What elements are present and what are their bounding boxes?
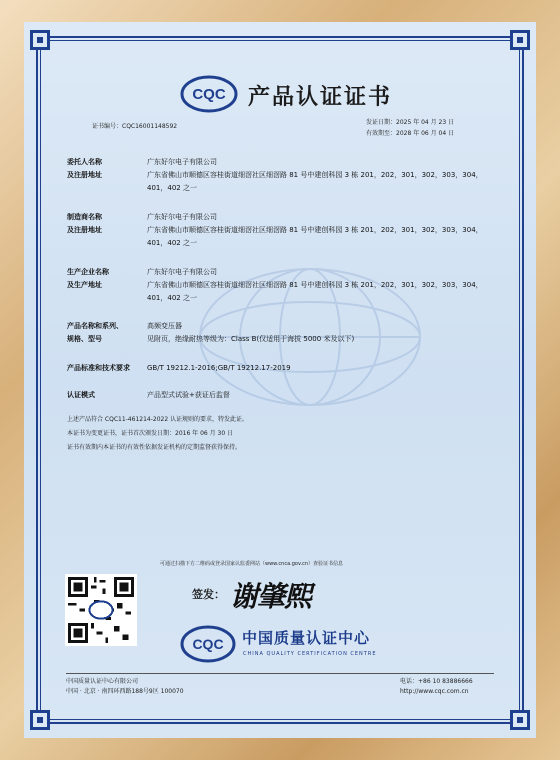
cqc-org-logo — [180, 624, 236, 664]
footer-website-link[interactable]: http://www.cqc.com.cn — [400, 688, 469, 695]
certificate-title: 产品认证证书 — [248, 85, 393, 110]
issue-date-value: 2025 年 04 月 23 日 — [396, 119, 455, 126]
field-label: 规格、型号 — [67, 335, 102, 343]
footer-divider — [66, 673, 494, 674]
issue-date-label: 发证日期： — [366, 119, 397, 126]
org-logo-text: CQC — [192, 636, 224, 652]
field-value: 广东省佛山市顺德区容桂街道细滘社区细滘路 81 号中建创科园 3 栋 201，202，301，302，303，304，401，402 之一 — [147, 171, 483, 192]
field-value: 高频变压器 — [147, 322, 182, 330]
valid-date — [366, 128, 454, 139]
field-label: 产品名称和系列、 — [67, 322, 123, 330]
org-name-english: CHINA QUALITY CERTIFICATION CENTRE — [243, 651, 377, 657]
cert-dates — [366, 117, 454, 139]
footer-location: 中国 · 北京 · 南四环西路188号9区 100070 — [66, 688, 184, 695]
corner-ornament-top-left — [30, 30, 50, 50]
statement-line: 上述产品符合 CQC11-461214-2022 认证规则的要求，特发此证。 — [67, 416, 249, 423]
field-value: 广东好尔电子有限公司 — [147, 158, 217, 166]
field-label: 产品标准和技术要求 — [67, 364, 130, 372]
field-value: GB/T 19212.1-2016;GB/T 19212.17-2019 — [147, 364, 291, 372]
field-label: 制造商名称 — [67, 213, 102, 221]
cert-number-value: CQC16001148592 — [122, 123, 178, 130]
footer-phone: 电话：+86 10 83886666 — [400, 678, 473, 685]
field-label: 认证模式 — [67, 391, 95, 399]
field-value: 广东省佛山市顺德区容桂街道细滘社区细滘路 81 号中建创科园 3 栋 201，202，301，302，303，304，401，402 之一 — [147, 226, 483, 247]
corner-ornament-bottom-left — [30, 710, 50, 730]
field-label: 及注册地址 — [67, 171, 102, 179]
certification-statement — [67, 413, 248, 455]
issue-date — [366, 117, 454, 128]
footer-contact — [400, 677, 473, 697]
cert-number — [92, 121, 177, 130]
field-label: 生产企业名称 — [67, 268, 109, 276]
field-value: 广东省佛山市顺德区容桂街道细滘社区细滘路 81 号中建创科园 3 栋 201，202，301，302，303，304，401，402 之一 — [147, 281, 483, 302]
cert-number-label: 证书编号： — [92, 123, 123, 130]
field-label: 委托人名称 — [67, 158, 102, 166]
cqc-logo — [180, 74, 238, 114]
field-value: 广东好尔电子有限公司 — [147, 268, 217, 276]
valid-date-value: 2028 年 06 月 04 日 — [396, 130, 455, 137]
signature-label: 签发： — [192, 588, 225, 601]
corner-ornament-bottom-right — [510, 710, 530, 730]
qr-code[interactable] — [65, 574, 137, 646]
field-label: 及注册地址 — [67, 226, 102, 234]
corner-ornament-top-right — [510, 30, 530, 50]
field-value: 产品型式试验+获证后监督 — [147, 391, 230, 399]
footer-address — [66, 677, 184, 697]
field-label: 及生产地址 — [67, 281, 102, 289]
logo-text: CQC — [192, 86, 226, 103]
signature: 谢肇熙 — [230, 580, 312, 613]
statement-line: 本证书为变更证书，证书首次颁发日期：2016 年 06 月 30 日 — [67, 430, 234, 437]
valid-date-label: 有效期至： — [366, 130, 397, 137]
verification-note: 可通过扫描下方二维码或登录国家认监委网站（www.cnca.gov.cn）查验证书信息 — [160, 561, 344, 567]
footer-company: 中国质量认证中心有限公司 — [66, 678, 139, 685]
field-value: 广东好尔电子有限公司 — [147, 213, 217, 221]
statement-line: 证书有效期内本证书的有效性依据发证机构的定期监督获得保持。 — [67, 444, 242, 451]
field-value: 见附页，绝缘耐热等级为：Class B(仅适用于海拔 5000 米及以下) — [147, 335, 355, 343]
org-name-chinese: 中国质量认证中心 — [242, 629, 371, 647]
